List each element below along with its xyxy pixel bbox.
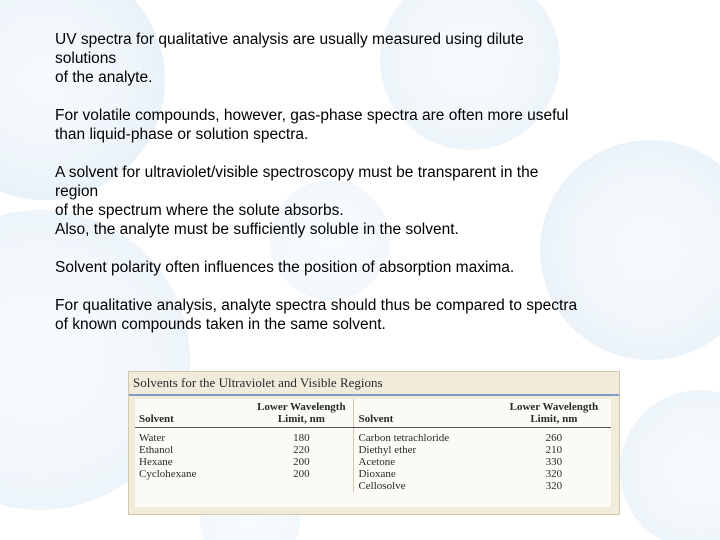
- table-body-panel: [135, 399, 611, 507]
- cell-solvent-right: Acetone: [358, 456, 396, 468]
- header-limit-right: [497, 399, 611, 428]
- cell-limit-left: [249, 480, 354, 492]
- paragraph-line: than liquid-phase or solution spectra.: [55, 126, 309, 143]
- cell-solvent-right: Dioxane: [358, 468, 396, 480]
- paragraph-line: Also, the analyte must be sufficiently soluble in the solvent.: [55, 221, 459, 238]
- header-solvent-left: Solvent: [135, 399, 249, 428]
- table-body: [135, 428, 611, 493]
- paragraph-line: UV spectra for qualitative analysis are usually measured using dilute: [55, 31, 524, 48]
- paragraph-line: of known compounds taken in the same solvent.: [55, 316, 386, 333]
- header-solvent-right: Solvent: [354, 399, 497, 428]
- table-row: [135, 468, 611, 480]
- paragraph-line: of the spectrum where the solute absorbs.: [55, 202, 344, 219]
- solvents-table-figure: [128, 371, 620, 515]
- cell-limit-left: 200: [249, 468, 354, 480]
- table-row: [135, 456, 611, 468]
- cell-solvent-right: Carbon tetrachloride: [358, 432, 450, 444]
- paragraph: [55, 296, 675, 334]
- cell-solvent-right: Cellosolve: [358, 480, 406, 492]
- paragraph-line: A solvent for ultraviolet/visible spectroscopy must be transparent in the: [55, 164, 539, 181]
- table-caption: Solvents for the Ultraviolet and Visible Regions: [129, 372, 619, 396]
- paragraph: [55, 258, 675, 277]
- cell-limit-left: 220: [249, 444, 354, 456]
- cell-solvent-left: Hexane: [139, 456, 173, 468]
- cell-solvent-left: Water: [139, 432, 165, 444]
- paragraph-line: For volatile compounds, however, gas-phase spectra are often more useful: [55, 107, 569, 124]
- header-limit-right-line1: Lower Wavelength: [509, 401, 599, 413]
- paragraph: [55, 106, 675, 144]
- paragraph-line: of the analyte.: [55, 69, 153, 86]
- header-limit-left-line1: Lower Wavelength: [257, 401, 346, 413]
- paragraph: [55, 163, 675, 239]
- cell-limit-right: 210: [545, 444, 563, 456]
- paragraph-line: solutions: [55, 50, 117, 67]
- table-row: [135, 444, 611, 456]
- cell-solvent-left: [135, 480, 249, 492]
- table-header-row: [135, 399, 611, 428]
- cell-limit-right: 260: [545, 432, 563, 444]
- cell-solvent-left: Cyclohexane: [139, 468, 197, 480]
- header-limit-right-line2: Limit, nm: [530, 413, 578, 425]
- solvents-table: [135, 399, 611, 492]
- cell-limit-right: 320: [545, 480, 563, 492]
- table-row: [135, 480, 611, 492]
- cell-limit-left: 200: [249, 456, 354, 468]
- cell-limit-right: 330: [545, 456, 563, 468]
- paragraph: [55, 30, 675, 87]
- paragraph-line: Solvent polarity often influences the position of absorption maxima.: [55, 259, 515, 276]
- table-row: [135, 428, 611, 445]
- paragraph-line: For qualitative analysis, analyte spectra should thus be compared to spectra: [55, 297, 578, 314]
- cell-limit-left: 180: [249, 428, 354, 445]
- header-limit-left: [249, 399, 354, 428]
- cell-solvent-left: Ethanol: [139, 444, 174, 456]
- header-limit-left-line2: Limit, nm: [277, 413, 325, 425]
- paragraph-line: region: [55, 183, 99, 200]
- cell-limit-right: 320: [545, 468, 563, 480]
- body-text: [55, 30, 675, 353]
- cell-solvent-right: Diethyl ether: [358, 444, 417, 456]
